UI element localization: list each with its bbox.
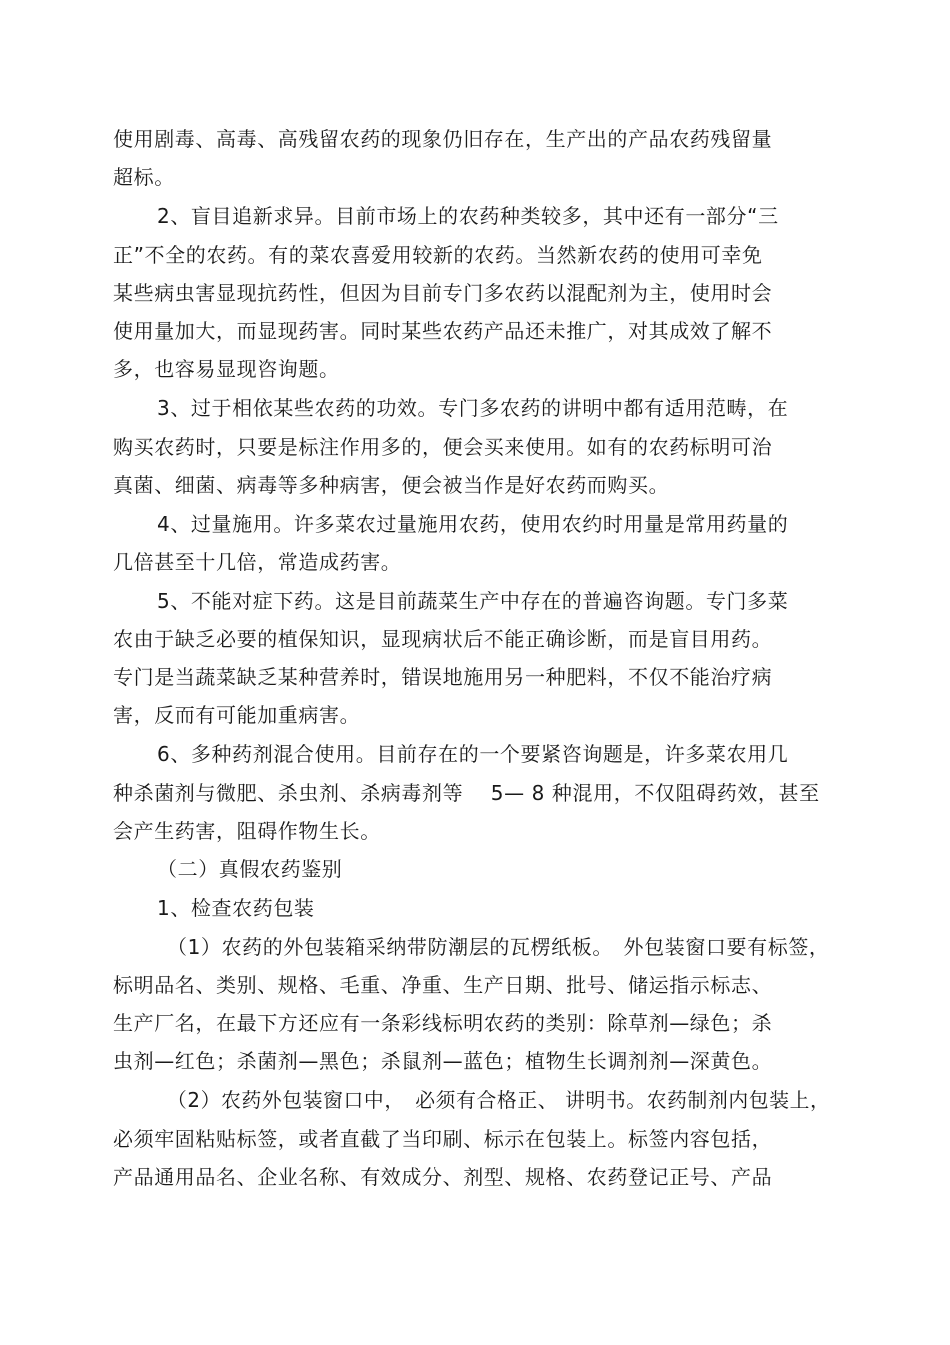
paragraph-start-line: 3、过于相依某些农药的功效。专门多农药的讲明中都有适用范畴，在 <box>157 396 789 420</box>
paragraph-start-line: （2）农药外包装窗口中， 必须有合格正、 讲明书。农药制剂内包装上， <box>167 1088 831 1112</box>
text-line: 专门是当蔬菜缺乏某种营养时，错误地施用另一种肥料，不仅不能治疗病 <box>113 665 773 689</box>
paragraph-start-line: 4、过量施用。许多菜农过量施用农药，使用农约时用量是常用药量的 <box>157 512 789 536</box>
text-line: 害，反而有可能加重病害。 <box>113 703 361 727</box>
text-line: 必须牢固粘贴标签，或者直截了当印刷、标示在包装上。标签内容包括， <box>113 1127 773 1151</box>
text-line: 使用剧毒、高毒、高残留农药的现象仍旧存在，生产出的产品农药残留量 <box>113 127 773 151</box>
text-line: 农由于缺乏必要的植保知识，显现病状后不能正确诊断，而是盲目用药。 <box>113 627 773 651</box>
text-line: 超标。 <box>113 165 175 189</box>
text-line: 正”不全的农药。有的菜农喜爱用较新的农药。当然新农药的使用可幸免 <box>113 243 763 267</box>
text-line: 虫剂—红色；杀菌剂—黑色；杀鼠剂—蓝色；植物生长调剂剂—深黄色。 <box>113 1049 773 1073</box>
paragraph-start-line: （1）农药的外包装箱采纳带防潮层的瓦楞纸板。 外包装窗口要有标签， <box>167 935 830 959</box>
text-line: 使用量加大，而显现药害。同时某些农药产品还未推广，对其成效了解不 <box>113 319 773 343</box>
text-line: 标明品名、类别、规格、毛重、净重、生产日期、批号、储运指示标志、 <box>113 973 773 997</box>
text-line: 会产生药害，阻碍作物生长。 <box>113 819 381 843</box>
paragraph-start-line: 5、不能对症下药。这是目前蔬菜生产中存在的普遍咨询题。专门多菜 <box>157 589 789 613</box>
text-line: 生产厂名，在最下方还应有一条彩线标明农药的类别：除草剂—绿色；杀 <box>113 1011 773 1035</box>
text-line: 几倍甚至十几倍，常造成药害。 <box>113 550 402 574</box>
section-heading: （二）真假农药鉴别 <box>157 857 343 881</box>
text-line: 种杀菌剂与微肥、杀虫剂、杀病毒剂等 5— 8 种混用，不仅阻碍药效，甚至 <box>113 781 820 805</box>
paragraph-start-line: 6、多种药剂混合使用。目前存在的一个要紧咨询题是，许多菜农用几 <box>157 742 789 766</box>
text-line: 多，也容易显现咨询题。 <box>113 357 340 381</box>
text-line: 某些病虫害显现抗药性，但因为目前专门多农药以混配剂为主，使用时会 <box>113 281 773 305</box>
paragraph-start-line: 2、盲目追新求异。目前市场上的农药种类较多，其中还有一部分“三 <box>157 204 779 228</box>
subsection-heading: 1、检查农药包装 <box>157 896 315 920</box>
text-line: 产品通用品名、企业名称、有效成分、剂型、规格、农药登记正号、产品 <box>113 1165 773 1189</box>
text-line: 真菌、细菌、病毒等多种病害，便会被当作是好农药而购买。 <box>113 473 670 497</box>
text-line: 购买农药时，只要是标注作用多的，便会买来使用。如有的农药标明可治 <box>113 435 773 459</box>
